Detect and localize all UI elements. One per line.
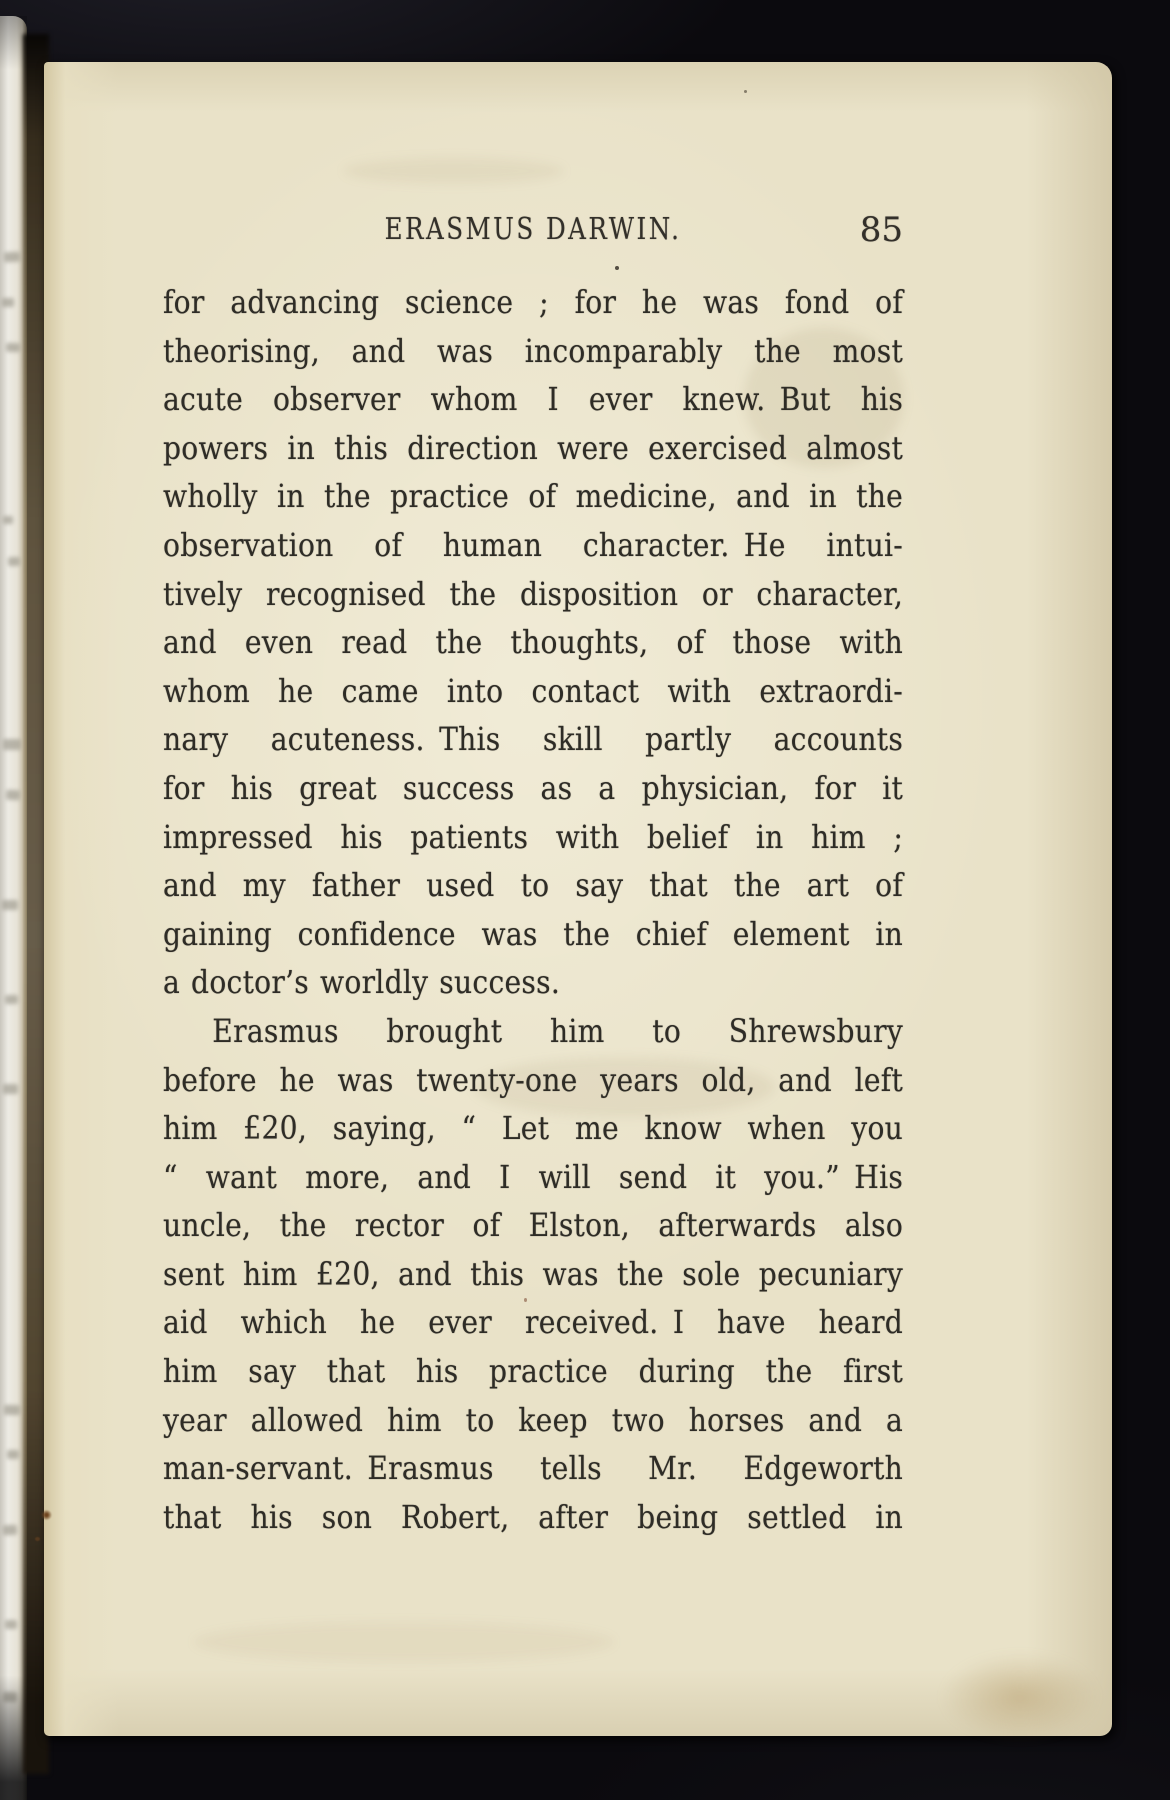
body-line: before he was twenty-one years old, and left [163, 1060, 904, 1099]
body-line: for his great success as a physician, for it [163, 768, 904, 807]
body-line: gaining confidence was the chief element in [163, 914, 904, 953]
page-body-text [163, 278, 903, 1541]
running-header-title: ERASMUS DARWIN. [384, 212, 682, 247]
page-edge-text-ghost [3, 739, 21, 750]
body-line: him £20, saying, “ Let me know when you [163, 1109, 904, 1148]
body-line: for advancing science ; for he was fond of [163, 283, 904, 321]
body-line: acute observer whom I ever knew. But his [163, 380, 904, 419]
page-edge-text-ghost [5, 995, 18, 1004]
body-line: and my father used to say that the art of [163, 866, 904, 905]
ink-showthrough [344, 158, 564, 184]
body-line: observation of human character. He intui- [163, 525, 904, 564]
body-line: nary acuteness. This skill partly accounts [163, 720, 904, 759]
body-line: whom he came into contact with extraordi- [163, 671, 904, 710]
page-edge-text-ghost [4, 252, 21, 263]
body-line: that his son Robert, after being settled in [163, 1497, 904, 1536]
body-line: theorising, and was incomparably the most [163, 331, 904, 370]
page-edge-text-ghost [2, 298, 14, 307]
body-line: aid which he ever received. I have heard [163, 1303, 904, 1342]
page-number: 85 [859, 210, 903, 250]
body-line: uncle, the rector of Elston, afterwards also [163, 1206, 904, 1245]
ink-showthrough [194, 1622, 614, 1662]
page-edge-text-ghost [6, 790, 21, 801]
corner-stain [940, 1652, 1100, 1742]
body-line: sent him £20, and this was the sole pecuniary [163, 1254, 904, 1293]
page-edge-text-ghost [7, 1450, 19, 1459]
body-line: him say that his practice during the first [163, 1352, 904, 1391]
body-line: year allowed him to keep two horses and a [163, 1400, 904, 1439]
body-line: impressed his patients with belief in him ; [163, 817, 904, 856]
body-line: “ want more, and I will send it you.” His [163, 1157, 904, 1196]
paper-speck [744, 90, 747, 93]
body-line: a doctor’s worldly success. [163, 963, 561, 1002]
page-edge-text-ghost [3, 516, 13, 524]
foxing-fleck [41, 1510, 52, 1520]
page-edge-text-ghost [6, 343, 20, 352]
running-header [163, 212, 903, 252]
page-edge-text-ghost [3, 1525, 18, 1536]
body-line: man-servant. Erasmus tells Mr. Edgeworth [163, 1449, 904, 1488]
page-edge-text-ghost [2, 900, 18, 910]
body-line: wholly in the practice of medicine, and in the [163, 477, 904, 516]
page-edge-text-ghost [4, 1405, 20, 1416]
page-edge-text-ghost [3, 1692, 17, 1702]
body-line: Erasmus brought him to Shrewsbury [212, 1011, 904, 1050]
paper-speck [615, 266, 619, 270]
body-line: powers in this direction were exercised almost [163, 428, 904, 467]
body-line: and even read the thoughts, of those with [163, 623, 904, 662]
body-line: tively recognised the disposition or character, [163, 574, 904, 613]
page-edge-text-ghost [8, 557, 20, 566]
page-edge-text-ghost [3, 1084, 18, 1094]
book-page [44, 62, 1112, 1736]
page-edge-text-ghost [5, 1620, 17, 1629]
